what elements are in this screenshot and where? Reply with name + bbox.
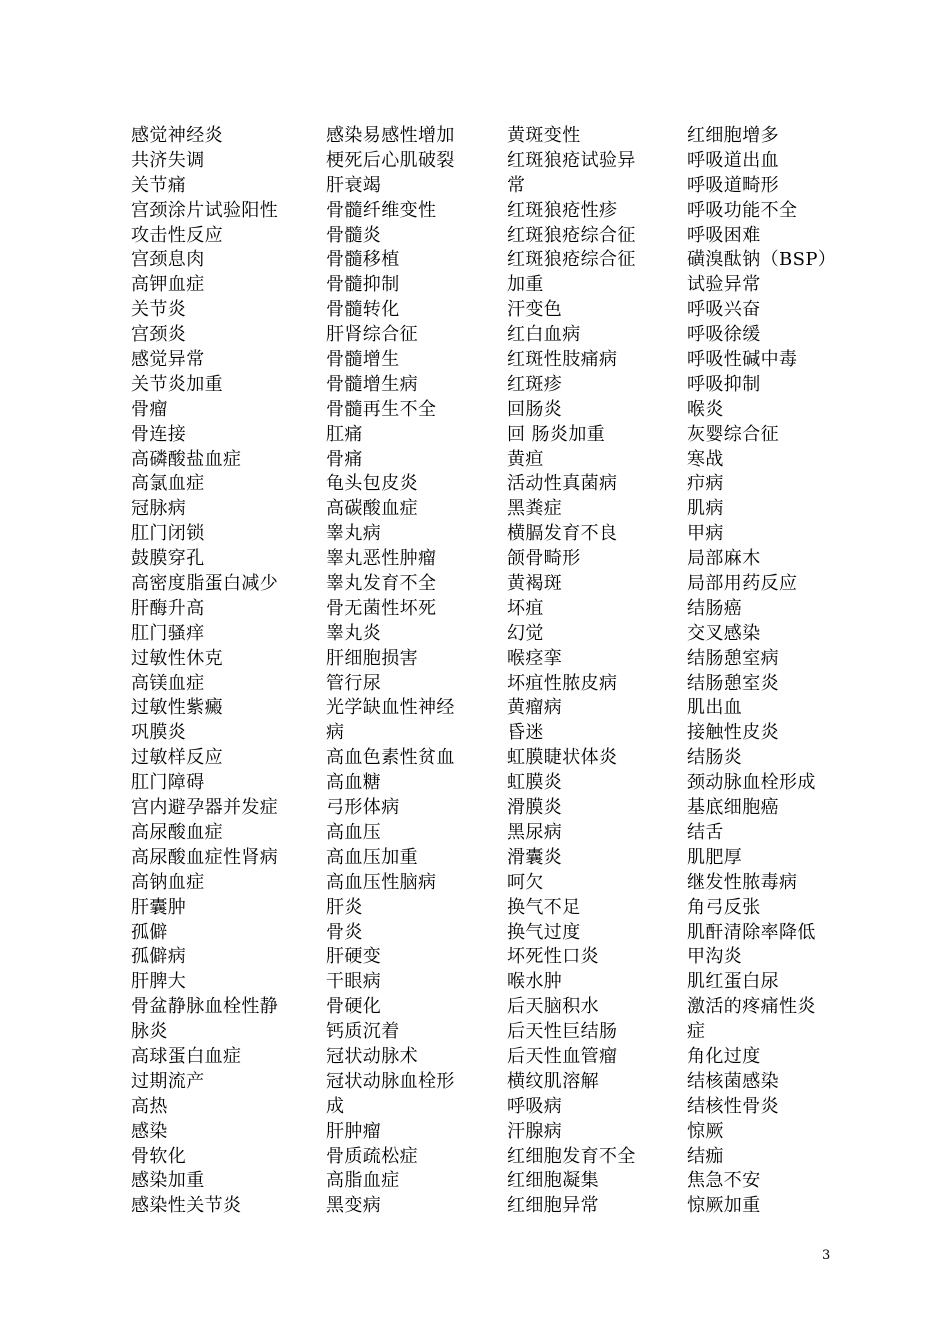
term-item: 交叉感染	[687, 622, 761, 644]
term-item: 睾丸炎	[326, 622, 382, 644]
term-column-1	[131, 124, 311, 1219]
term-item: 感染加重	[131, 1170, 205, 1192]
term-item: 睾丸病	[326, 523, 382, 545]
term-item: 呼吸病	[507, 1095, 563, 1117]
term-item: 肝炎	[326, 896, 363, 918]
term-item: 孤僻病	[131, 946, 187, 968]
term-item: 骨髓增生	[326, 349, 400, 371]
term-item: 红斑狼疮综合征	[507, 249, 636, 271]
term-item: 巩膜炎	[131, 722, 187, 744]
term-item: 冠脉病	[131, 498, 187, 520]
term-item: 宫颈息肉	[131, 249, 205, 271]
term-item: 光学缺血性神经	[326, 697, 455, 719]
term-item: 感染易感性增加	[326, 125, 455, 146]
term-item: 骨髓移植	[326, 249, 400, 271]
term-item: 过敏性休克	[131, 647, 223, 669]
term-item: 骨髓转化	[326, 299, 400, 321]
term-item: 骨髓增生病	[326, 373, 418, 395]
term-item: 结核菌感染	[687, 1070, 779, 1092]
term-item: 肝脾大	[131, 971, 187, 993]
term-item: 肛门障碍	[131, 772, 205, 794]
term-item: 宫内避孕器并发症	[131, 797, 279, 819]
term-item: 激活的疼痛性炎	[687, 996, 816, 1018]
term-item: 骨痛	[326, 448, 363, 470]
term-item: 感染	[131, 1120, 168, 1142]
term-item: 黄斑变性	[507, 125, 581, 146]
term-columns	[0, 124, 950, 1224]
term-item: 坏疽性脓皮病	[507, 672, 618, 694]
term-item: 后天性血管瘤	[507, 1045, 618, 1067]
term-item: 龟头包皮炎	[326, 473, 418, 495]
term-item: 加重	[507, 274, 544, 296]
term-item: 鼓膜穿孔	[131, 548, 205, 570]
term-item: 骨髓抑制	[326, 274, 400, 296]
term-item: 喉水肿	[507, 971, 563, 993]
term-item: 肌酐清除率降低	[687, 921, 816, 943]
term-item: 红细胞增多	[687, 125, 779, 146]
term-item: 呼吸道畸形	[687, 174, 779, 196]
term-item: 成	[326, 1095, 345, 1117]
term-item: 常	[507, 174, 526, 196]
term-item: 汗变色	[507, 299, 563, 321]
term-item: 幻觉	[507, 622, 544, 644]
term-item: 后天脑积水	[507, 996, 599, 1018]
term-item: 焦急不安	[687, 1170, 761, 1192]
term-item: 结肠炎	[687, 747, 743, 769]
term-column-4	[687, 124, 887, 1219]
term-item: 滑膜炎	[507, 797, 563, 819]
term-item: 红斑疹	[507, 373, 563, 395]
term-item: 肛痛	[326, 423, 363, 445]
term-item: 黄瘤病	[507, 697, 563, 719]
term-item: 红细胞异常	[507, 1195, 599, 1217]
term-item: 坏死性口炎	[507, 946, 599, 968]
term-item: 骨髓炎	[326, 224, 382, 246]
term-item: 红斑性肢痛病	[507, 349, 618, 371]
page-number: 3	[822, 1248, 831, 1263]
term-item: 高碳酸血症	[326, 498, 418, 520]
term-item: 肝肾综合征	[326, 324, 418, 346]
term-item: 肝硬变	[326, 946, 382, 968]
term-item: 肝肿瘤	[326, 1120, 382, 1142]
term-item: 关节炎加重	[131, 373, 223, 395]
term-item: 继发性脓毒病	[687, 871, 798, 893]
term-item: 黄疸	[507, 448, 544, 470]
term-item: 红斑狼疮综合征	[507, 224, 636, 246]
term-item: 高钾血症	[131, 274, 205, 296]
term-item: 黄褐斑	[507, 573, 563, 595]
term-item: 后天性巨结肠	[507, 1021, 618, 1043]
term-item: 过敏样反应	[131, 747, 223, 769]
term-item: 高血压加重	[326, 846, 418, 868]
term-item: 高血色素性贫血	[326, 747, 455, 769]
term-item: 骨盆静脉血栓性静	[131, 996, 279, 1018]
term-item: 黑尿病	[507, 821, 563, 843]
term-column-2	[326, 124, 496, 1219]
term-item: 肝细胞损害	[326, 647, 418, 669]
term-item: 换气过度	[507, 921, 581, 943]
term-item: 肝衰竭	[326, 174, 382, 196]
term-item: 骨无菌性坏死	[326, 597, 437, 619]
term-item: 喉炎	[687, 398, 724, 420]
term-item: 肝酶升高	[131, 597, 205, 619]
term-column-3	[507, 124, 667, 1219]
term-item: 肝囊肿	[131, 896, 187, 918]
term-item: 呼吸抑制	[687, 373, 761, 395]
term-item: 骨炎	[326, 921, 363, 943]
term-item: 高密度脂蛋白减少	[131, 573, 279, 595]
term-item: 寒战	[687, 448, 724, 470]
term-item: 肛门闭锁	[131, 523, 205, 545]
term-item: 睾丸发育不全	[326, 573, 437, 595]
term-item: 干眼病	[326, 971, 382, 993]
term-item: 结肠憩室炎	[687, 672, 779, 694]
term-item: 骨硬化	[326, 996, 382, 1018]
term-item: 角弓反张	[687, 896, 761, 918]
term-item: 横膈发育不良	[507, 523, 618, 545]
term-item: 高血压性脑病	[326, 871, 437, 893]
term-item: 昏迷	[507, 722, 544, 744]
term-item: 甲病	[687, 523, 724, 545]
term-item: 管行尿	[326, 672, 382, 694]
term-item: 结核性骨炎	[687, 1095, 779, 1117]
term-item: 疖病	[687, 473, 724, 495]
term-item: 高热	[131, 1095, 168, 1117]
term-item: 呵欠	[507, 871, 544, 893]
term-item: 感染性关节炎	[131, 1195, 242, 1217]
term-item: 换气不足	[507, 896, 581, 918]
term-item: 症	[687, 1021, 706, 1043]
term-item: 黑变病	[326, 1195, 382, 1217]
term-item: 高氯血症	[131, 473, 205, 495]
term-item: 基底细胞癌	[687, 797, 779, 819]
term-item: 磺溴酞钠（BSP）	[687, 249, 837, 271]
term-item: 孤僻	[131, 921, 168, 943]
term-item: 高尿酸血症性肾病	[131, 846, 279, 868]
term-item: 钙质沉着	[326, 1021, 400, 1043]
term-item: 回肠炎	[507, 398, 563, 420]
term-item: 颈动脉血栓形成	[687, 772, 816, 794]
term-item: 梗死后心肌破裂	[326, 149, 455, 171]
term-item: 骨髓纤维变性	[326, 199, 437, 221]
term-item: 高球蛋白血症	[131, 1045, 242, 1067]
term-item: 高钠血症	[131, 871, 205, 893]
term-item: 高尿酸血症	[131, 821, 223, 843]
term-item: 肌红蛋白尿	[687, 971, 779, 993]
term-item: 惊厥加重	[687, 1195, 761, 1217]
term-item: 红白血病	[507, 324, 581, 346]
term-item: 虹膜睫状体炎	[507, 747, 618, 769]
term-item: 高磷酸盐血症	[131, 448, 242, 470]
term-item: 滑囊炎	[507, 846, 563, 868]
term-item: 红细胞发育不全	[507, 1145, 636, 1167]
term-item: 结痂	[687, 1145, 724, 1167]
term-item: 黑粪症	[507, 498, 563, 520]
term-item: 颌骨畸形	[507, 548, 581, 570]
term-item: 脉炎	[131, 1021, 168, 1043]
term-item: 睾丸恶性肿瘤	[326, 548, 437, 570]
term-item: 骨瘤	[131, 398, 168, 420]
term-item: 喉痉挛	[507, 647, 563, 669]
term-item: 呼吸性碱中毒	[687, 349, 798, 371]
term-item: 病	[326, 722, 345, 744]
term-item: 高镁血症	[131, 672, 205, 694]
term-item: 攻击性反应	[131, 224, 223, 246]
term-item: 呼吸功能不全	[687, 199, 798, 221]
term-item: 过敏性紫癜	[131, 697, 223, 719]
term-item: 骨髓再生不全	[326, 398, 437, 420]
term-item: 骨软化	[131, 1145, 187, 1167]
term-item: 感觉异常	[131, 349, 205, 371]
term-item: 试验异常	[687, 274, 761, 296]
term-item: 宫颈炎	[131, 324, 187, 346]
term-item: 高脂血症	[326, 1170, 400, 1192]
term-item: 肌出血	[687, 697, 743, 719]
term-item: 冠状动脉术	[326, 1045, 418, 1067]
term-item: 感觉神经炎	[131, 125, 223, 146]
term-item: 局部用药反应	[687, 573, 798, 595]
term-item: 肛门骚痒	[131, 622, 205, 644]
term-item: 活动性真菌病	[507, 473, 618, 495]
term-item: 接触性皮炎	[687, 722, 779, 744]
term-item: 结舌	[687, 821, 724, 843]
term-item: 结肠憩室病	[687, 647, 779, 669]
term-item: 关节炎	[131, 299, 187, 321]
term-item: 高血压	[326, 821, 382, 843]
term-item: 宫颈涂片试验阳性	[131, 199, 279, 221]
term-item: 弓形体病	[326, 797, 400, 819]
term-item: 甲沟炎	[687, 946, 743, 968]
term-item: 坏疽	[507, 597, 544, 619]
term-item: 角化过度	[687, 1045, 761, 1067]
term-item: 呼吸徐缓	[687, 324, 761, 346]
term-item: 横纹肌溶解	[507, 1070, 599, 1092]
term-item: 呼吸道出血	[687, 149, 779, 171]
term-item: 惊厥	[687, 1120, 724, 1142]
term-item: 局部麻木	[687, 548, 761, 570]
term-item: 高血糖	[326, 772, 382, 794]
term-item: 肌病	[687, 498, 724, 520]
term-item: 红细胞凝集	[507, 1170, 599, 1192]
term-item: 汗腺病	[507, 1120, 563, 1142]
term-item: 结肠癌	[687, 597, 743, 619]
term-item: 呼吸兴奋	[687, 299, 761, 321]
term-item: 红斑狼疮试验异	[507, 149, 636, 171]
term-item: 骨质疏松症	[326, 1145, 418, 1167]
term-item: 虹膜炎	[507, 772, 563, 794]
term-item: 呼吸困难	[687, 224, 761, 246]
term-item: 红斑狼疮性疹	[507, 199, 618, 221]
term-item: 共济失调	[131, 149, 205, 171]
term-item: 关节痛	[131, 174, 187, 196]
term-item: 回 肠炎加重	[507, 423, 606, 445]
term-item: 过期流产	[131, 1070, 205, 1092]
term-item: 骨连接	[131, 423, 187, 445]
term-item: 灰婴综合征	[687, 423, 779, 445]
term-item: 肌肥厚	[687, 846, 743, 868]
term-item: 冠状动脉血栓形	[326, 1070, 455, 1092]
